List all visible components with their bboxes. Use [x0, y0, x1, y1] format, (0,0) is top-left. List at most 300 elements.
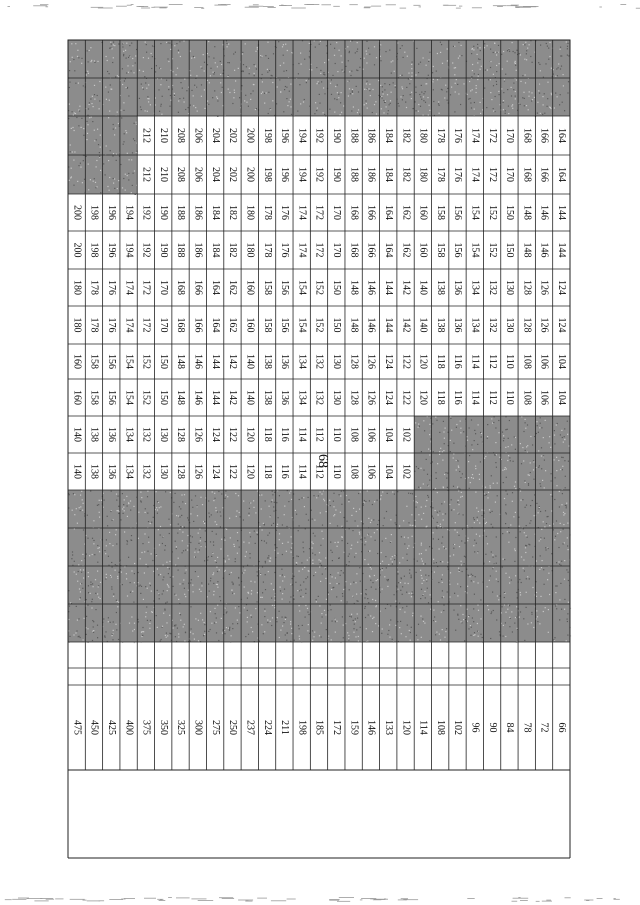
scan-speckle	[460, 497, 461, 498]
scan-speckle	[97, 562, 98, 563]
scan-speckle	[423, 93, 424, 94]
scan-speckle	[249, 542, 250, 543]
scan-speckle	[390, 519, 391, 520]
scan-speckle	[442, 561, 443, 562]
scan-speckle	[374, 64, 375, 65]
scan-speckle	[330, 542, 331, 543]
scan-speckle	[176, 546, 177, 547]
scan-speckle	[221, 493, 222, 494]
scan-speckle	[543, 569, 544, 570]
scan-speckle	[330, 44, 331, 45]
scan-speckle	[210, 580, 211, 581]
scan-speckle	[423, 621, 424, 622]
scan-speckle	[351, 545, 352, 546]
scan-speckle	[467, 94, 468, 95]
scan-speckle	[280, 587, 281, 588]
scan-speckle	[341, 536, 342, 537]
table-cell-value: 168	[175, 280, 187, 295]
scan-speckle	[450, 94, 451, 95]
scan-speckle	[110, 511, 111, 512]
scan-speckle	[82, 499, 83, 500]
scan-speckle	[539, 508, 540, 509]
scan-speckle	[288, 501, 289, 502]
scan-speckle	[363, 503, 364, 504]
scan-speckle	[180, 526, 181, 527]
scan-speckle	[224, 633, 225, 634]
scan-speckle	[69, 494, 70, 495]
scan-speckle	[163, 590, 164, 591]
scan-speckle	[264, 616, 265, 617]
scan-speckle	[69, 70, 70, 71]
table-cell-value: 116	[452, 390, 464, 405]
scan-speckle	[167, 584, 168, 585]
scan-speckle	[91, 607, 92, 608]
scan-speckle	[133, 173, 134, 174]
scan-speckle	[390, 619, 391, 620]
scan-speckle	[385, 101, 386, 102]
scan-speckle	[114, 134, 115, 135]
scan-speckle	[369, 90, 370, 91]
scan-speckle	[411, 575, 412, 576]
table-cell-value: 148	[521, 242, 533, 258]
scan-speckle	[412, 536, 413, 537]
scan-speckle	[312, 563, 313, 564]
scan-speckle	[457, 502, 458, 503]
scan-speckle	[497, 595, 498, 596]
scan-speckle	[563, 514, 564, 515]
scan-speckle	[105, 87, 106, 88]
scan-speckle	[178, 112, 179, 113]
scan-speckle	[357, 525, 358, 526]
scan-speckle	[83, 569, 84, 570]
scan-speckle	[225, 498, 226, 499]
scan-speckle	[480, 69, 481, 70]
table-cell-value: 170	[331, 205, 343, 220]
scan-speckle	[409, 593, 410, 594]
scan-speckle	[90, 593, 91, 594]
scan-speckle	[338, 572, 339, 573]
scan-noise	[386, 4, 396, 5]
scan-speckle	[544, 93, 545, 94]
scan-speckle	[421, 451, 422, 452]
table-cell-value: 170	[157, 317, 169, 333]
scan-speckle	[297, 590, 298, 591]
first-column-value: 450	[88, 720, 100, 735]
scan-speckle	[269, 560, 270, 561]
scan-speckle	[330, 83, 331, 84]
first-column-value: 96	[469, 722, 481, 733]
scan-speckle	[280, 92, 281, 93]
scan-speckle	[187, 535, 188, 536]
scan-speckle	[358, 91, 359, 92]
scan-speckle	[151, 611, 152, 612]
scan-speckle	[353, 582, 354, 583]
scan-speckle	[80, 597, 81, 598]
scan-speckle	[71, 558, 72, 559]
scan-noise	[116, 6, 127, 7]
scan-speckle	[220, 600, 221, 601]
scan-speckle	[159, 598, 160, 599]
scan-speckle	[564, 513, 565, 514]
scan-speckle	[301, 64, 302, 65]
table-cell-value: 126	[365, 354, 377, 369]
scan-speckle	[191, 90, 192, 91]
scan-speckle	[282, 524, 283, 525]
scan-speckle	[425, 91, 426, 92]
scan-speckle	[181, 494, 182, 495]
first-column-value: 224	[261, 720, 273, 735]
scan-speckle	[279, 539, 280, 540]
scan-speckle	[462, 473, 463, 474]
scan-speckle	[359, 67, 360, 68]
table-cell-value: 172	[140, 317, 152, 333]
scan-speckle	[182, 526, 183, 527]
scan-speckle	[204, 70, 205, 71]
scan-speckle	[201, 585, 202, 586]
scan-speckle	[541, 427, 542, 428]
scan-speckle	[126, 72, 127, 73]
scan-speckle	[220, 526, 221, 527]
scan-speckle	[132, 630, 133, 631]
scan-speckle	[89, 50, 90, 51]
scan-speckle	[433, 79, 434, 80]
scan-speckle	[367, 534, 368, 535]
scan-speckle	[251, 617, 252, 618]
table-cell-value: 108	[348, 427, 360, 442]
scan-noise	[364, 7, 371, 8]
scan-speckle	[493, 111, 494, 112]
scan-speckle	[282, 543, 283, 544]
scan-speckle	[112, 634, 113, 635]
scan-speckle	[460, 586, 461, 587]
scan-speckle	[255, 109, 256, 110]
scan-speckle	[526, 53, 527, 54]
scan-speckle	[422, 583, 423, 584]
scan-speckle	[179, 41, 180, 42]
scan-speckle	[300, 585, 301, 586]
scan-speckle	[453, 457, 454, 458]
scan-speckle	[156, 65, 157, 66]
scan-speckle	[350, 548, 351, 549]
scan-speckle	[126, 58, 127, 59]
scan-speckle	[93, 626, 94, 627]
scan-speckle	[174, 93, 175, 94]
table-cell-value: 116	[279, 427, 291, 442]
scan-speckle	[493, 422, 494, 423]
scan-speckle	[516, 606, 517, 607]
scan-speckle	[296, 564, 297, 565]
table-cell-value: 108	[521, 354, 533, 369]
scan-speckle	[212, 491, 213, 492]
scan-speckle	[126, 578, 127, 579]
scan-speckle	[559, 491, 560, 492]
scan-speckle	[488, 609, 489, 610]
scan-speckle	[446, 91, 447, 92]
scan-speckle	[429, 52, 430, 53]
scan-speckle	[299, 610, 300, 611]
scan-speckle	[255, 543, 256, 544]
table-cell-value: 178	[261, 205, 273, 220]
scan-speckle	[364, 58, 365, 59]
table-cell-value: 162	[227, 317, 239, 333]
scan-speckle	[303, 542, 304, 543]
scan-speckle	[157, 590, 158, 591]
table-cell-value: 148	[175, 390, 187, 405]
scan-speckle	[116, 600, 117, 601]
scan-speckle	[248, 513, 249, 514]
scan-speckle	[471, 444, 472, 445]
scan-speckle	[391, 73, 392, 74]
scan-speckle	[211, 623, 212, 624]
scan-speckle	[159, 68, 160, 69]
scan-speckle	[217, 511, 218, 512]
table-cell-value: 146	[365, 280, 377, 295]
scan-speckle	[525, 42, 526, 43]
scan-speckle	[422, 618, 423, 619]
scan-speckle	[352, 92, 353, 93]
scan-noise	[321, 4, 331, 5]
scan-speckle	[381, 495, 382, 496]
scan-speckle	[438, 601, 439, 602]
scan-speckle	[220, 74, 221, 75]
scan-speckle	[507, 89, 508, 90]
table-cell-value: 150	[157, 354, 169, 369]
scan-speckle	[540, 596, 541, 597]
scan-speckle	[142, 635, 143, 636]
scan-speckle	[397, 589, 398, 590]
scan-speckle	[421, 99, 422, 100]
scan-speckle	[398, 103, 399, 104]
scan-speckle	[124, 499, 125, 500]
scan-speckle	[132, 58, 133, 59]
scan-speckle	[330, 550, 331, 551]
scan-speckle	[152, 560, 153, 561]
table-cell-value: 132	[313, 390, 325, 405]
scan-speckle	[472, 449, 473, 450]
scan-speckle	[536, 433, 537, 434]
scan-speckle	[300, 596, 301, 597]
scan-speckle	[72, 554, 73, 555]
scan-speckle	[151, 591, 152, 592]
first-column-value: 211	[279, 720, 291, 735]
table-cell-value: 102	[400, 464, 412, 479]
scan-speckle	[512, 42, 513, 43]
scan-speckle	[285, 617, 286, 618]
scan-speckle	[87, 124, 88, 125]
scan-speckle	[514, 561, 515, 562]
table-cell-value: 154	[469, 242, 481, 258]
scan-speckle	[335, 86, 336, 87]
scan-speckle	[210, 578, 211, 579]
scan-speckle	[390, 558, 391, 559]
scan-speckle	[128, 503, 129, 504]
scan-speckle	[284, 589, 285, 590]
scan-speckle	[146, 606, 147, 607]
scan-speckle	[143, 631, 144, 632]
first-column-value: 66	[556, 722, 568, 733]
scan-speckle	[179, 516, 180, 517]
table-cell-value: 122	[400, 354, 412, 369]
scan-speckle	[418, 427, 419, 428]
scan-speckle	[227, 555, 228, 556]
scan-speckle	[447, 473, 448, 474]
scan-speckle	[402, 99, 403, 100]
scan-speckle	[279, 495, 280, 496]
scan-speckle	[540, 486, 541, 487]
table-cell-value: 200	[244, 167, 256, 183]
scan-speckle	[311, 510, 312, 511]
scan-speckle	[524, 59, 525, 60]
scan-speckle	[484, 88, 485, 89]
scan-speckle	[382, 97, 383, 98]
scan-speckle	[527, 445, 528, 446]
scan-speckle	[527, 537, 528, 538]
scan-speckle	[113, 178, 114, 179]
scan-speckle	[473, 635, 474, 636]
scan-speckle	[464, 563, 465, 564]
scan-speckle	[556, 457, 557, 458]
scan-speckle	[116, 500, 117, 501]
scan-speckle	[421, 637, 422, 638]
scan-speckle	[558, 63, 559, 64]
scan-speckle	[487, 45, 488, 46]
scan-speckle	[133, 602, 134, 603]
scan-speckle	[208, 104, 209, 105]
scan-speckle	[168, 42, 169, 43]
scan-speckle	[502, 68, 503, 69]
scan-speckle	[503, 636, 504, 637]
scan-speckle	[550, 108, 551, 109]
scan-speckle	[395, 522, 396, 523]
scan-speckle	[234, 90, 235, 91]
scan-speckle	[221, 92, 222, 93]
scan-speckle	[479, 59, 480, 60]
scan-speckle	[183, 98, 184, 99]
scan-noise	[151, 7, 155, 8]
table-cell-value: 126	[365, 390, 377, 405]
scan-speckle	[539, 569, 540, 570]
scan-speckle	[248, 634, 249, 635]
scan-speckle	[92, 631, 93, 632]
scan-speckle	[91, 117, 92, 118]
scan-speckle	[490, 49, 491, 50]
scan-speckle	[308, 520, 309, 521]
scan-speckle	[142, 87, 143, 88]
scan-speckle	[564, 460, 565, 461]
scan-speckle	[335, 621, 336, 622]
scan-speckle	[126, 132, 127, 133]
scan-speckle	[380, 85, 381, 86]
scan-speckle	[257, 534, 258, 535]
scan-speckle	[568, 572, 569, 573]
scan-speckle	[561, 504, 562, 505]
scan-speckle	[249, 532, 250, 533]
table-cell-value: 142	[227, 354, 239, 369]
scan-speckle	[401, 86, 402, 87]
scan-speckle	[284, 514, 285, 515]
scan-speckle	[78, 83, 79, 84]
scan-speckle	[411, 68, 412, 69]
scan-speckle	[354, 556, 355, 557]
scan-speckle	[328, 636, 329, 637]
scan-speckle	[89, 555, 90, 556]
scan-speckle	[350, 75, 351, 76]
empty-cell-shade	[535, 416, 552, 453]
scan-speckle	[100, 192, 101, 193]
scan-speckle	[550, 447, 551, 448]
scan-speckle	[428, 449, 429, 450]
scan-speckle	[262, 529, 263, 530]
scan-speckle	[217, 587, 218, 588]
scan-speckle	[237, 540, 238, 541]
scan-speckle	[356, 511, 357, 512]
scan-speckle	[335, 63, 336, 64]
scan-speckle	[147, 496, 148, 497]
table-cell-value: 170	[331, 242, 343, 258]
empty-cell-shade	[535, 453, 552, 490]
scan-speckle	[523, 460, 524, 461]
scan-speckle	[556, 485, 557, 486]
scan-speckle	[464, 640, 465, 641]
scan-speckle	[556, 424, 557, 425]
scan-speckle	[441, 579, 442, 580]
scan-speckle	[527, 576, 528, 577]
table-cell-value: 168	[348, 205, 360, 220]
scan-speckle	[427, 588, 428, 589]
scan-speckle	[187, 549, 188, 550]
scan-speckle	[235, 80, 236, 81]
scan-speckle	[338, 542, 339, 543]
scan-speckle	[290, 491, 291, 492]
table-cell-value: 114	[296, 427, 308, 442]
scan-speckle	[366, 83, 367, 84]
scan-speckle	[526, 505, 527, 506]
scan-speckle	[121, 117, 122, 118]
scan-speckle	[348, 81, 349, 82]
scan-speckle	[407, 56, 408, 57]
scan-speckle	[503, 102, 504, 103]
scan-speckle	[366, 81, 367, 82]
scan-speckle	[374, 104, 375, 105]
scan-speckle	[490, 61, 491, 62]
scan-speckle	[93, 106, 94, 107]
scan-speckle	[364, 544, 365, 545]
scan-speckle	[220, 511, 221, 512]
scan-speckle	[458, 467, 459, 468]
scan-speckle	[265, 589, 266, 590]
table-cell-value: 168	[175, 317, 187, 333]
scan-speckle	[108, 617, 109, 618]
scan-speckle	[513, 461, 514, 462]
scan-speckle	[560, 49, 561, 50]
scan-speckle	[353, 632, 354, 633]
scan-speckle	[77, 581, 78, 582]
scan-speckle	[235, 607, 236, 608]
scan-speckle	[416, 635, 417, 636]
scan-speckle	[178, 633, 179, 634]
scan-speckle	[305, 589, 306, 590]
scan-speckle	[200, 540, 201, 541]
scan-speckle	[474, 634, 475, 635]
scan-speckle	[453, 548, 454, 549]
scan-speckle	[193, 591, 194, 592]
scan-speckle	[274, 492, 275, 493]
scan-speckle	[116, 160, 117, 161]
scan-speckle	[168, 519, 169, 520]
scan-noise	[459, 6, 462, 7]
scan-speckle	[382, 589, 383, 590]
scan-speckle	[418, 424, 419, 425]
